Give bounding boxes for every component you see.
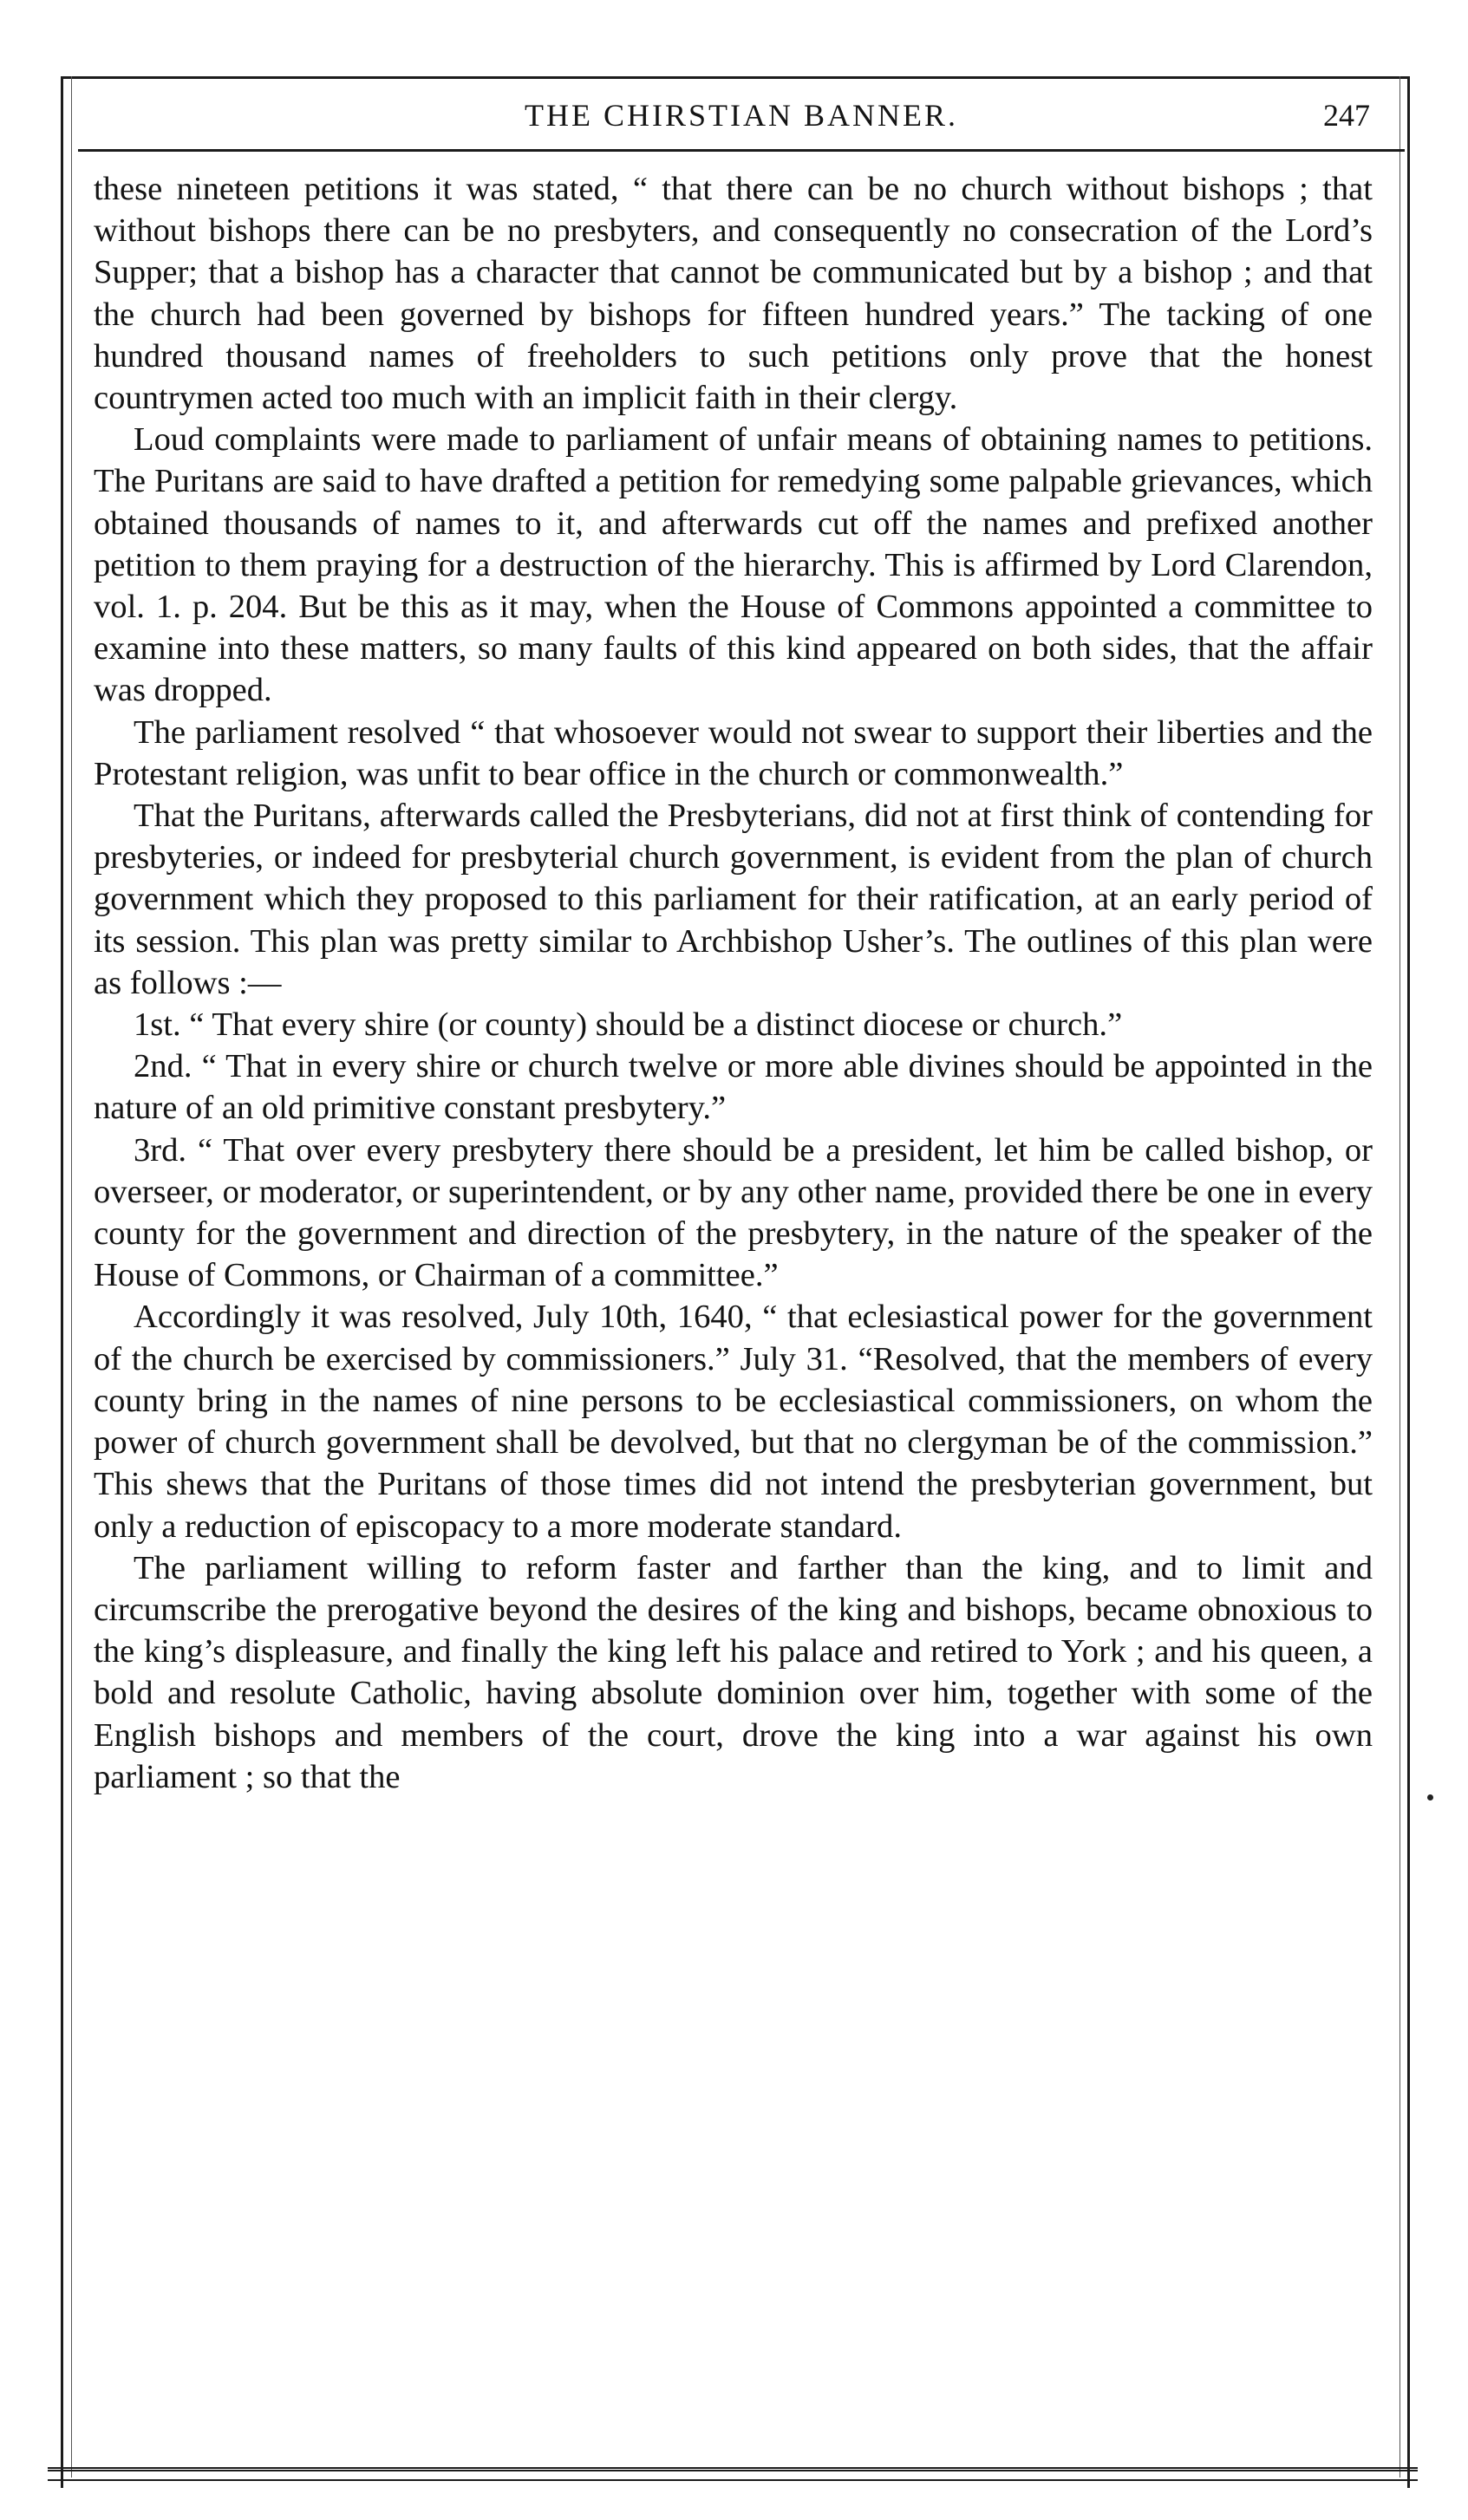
frame-inner-rule-left — [71, 76, 72, 2478]
page-number: 247 — [1323, 98, 1370, 133]
frame-bottom-rule-outer — [48, 2479, 1418, 2481]
paragraph: Loud complaints were made to parliament of unfair means of obtaining names to petitions. The Puritans are said to have drafted a petition for remedying some palpable grievances, which obtained thousands of names to it, and afterwards cut off the names and prefixed another petition to them praying for a destruction of the hierarchy. This is affirmed by Lord Clarendon, vol. 1. p. 204. But be this as it may, when the House of Commons appointed a committee to examine into these matters, so many faults of this kind appeared on both sides, that the affair was dropped. — [94, 421, 1373, 709]
running-head — [78, 94, 1405, 146]
paragraph: The parliament willing to reform faster and farther than the king, and to limit and circumscribe the prerogative beyond the desires of the king and bishops, became obnoxious to the king’s displeasure, and finally the king left his palace and retired to York ; and his queen, a bold and resolute Catholic, having absolute dominion over him, together with some of the English bishops and members of the court, drove the king into a war against his own parliament ; so that the — [94, 1549, 1373, 1795]
paragraph: 3rd. “ That over every presbytery there should be a president, let him be called bishop, or overseer, or moderator, or superintendent, or by any other name, provided there be one in every county for the government and direction of the presbytery, in the nature of the speaker of the House of Commons, or Chairman of a committee.” — [94, 1131, 1373, 1294]
running-title: THE CHIRSTIAN BANNER. — [525, 98, 958, 133]
header-rule — [78, 149, 1405, 152]
paragraph: 2nd. “ That in every shire or church twelve or more able divines should be appointed in the nature of an old primitive constant presbytery.” — [94, 1048, 1373, 1127]
paragraph: That the Puritans, afterwards called the Presbyterians, did not at first think of contending for presbyteries, or indeed for presbyterial church government, is evident from the plan of church government which they proposed to this parliament for their ratification, at an early period of its session. This plan was pretty similar to Archbishop Usher’s. The outlines of this plan were as follows :— — [94, 798, 1373, 1001]
paragraph: 1st. “ That every shire (or county) should be a distinct diocese or church.” — [134, 1006, 1123, 1044]
paragraph: these nineteen petitions it was stated, “ that there can be no church without bishops ; that without bishops there can be no presbyters, and consequently no consecration of the Lord’s Supper; that a bishop has a character that cannot be communicated but by a bishop ; and that the church had been governed by bishops for fifteen hundred years.” The tacking of one hundred thousand names of freeholders to such petitions only prove that the honest countrymen acted too much with an implicit faith in their clergy. — [94, 171, 1373, 417]
paragraph: The parliament resolved “ that whosoever would not swear to support their liberties and the Protestant religion, was unfit to bear office in the church or commonwealth.” — [94, 713, 1373, 792]
frame-inner-rule-right — [1399, 76, 1400, 2478]
ink-speck — [1427, 1794, 1433, 1800]
paragraph: Accordingly it was resolved, July 10th, 1640, “ that eclesiastical power for the government of the church be exercised by commissioners.” July 31. “Resolved, that the members of every county bring in the names of nine persons to be ecclesiastical commissioners, on whom the power of church government shall be devolved, but that no clergyman be of the commission.” This shews that the Puritans of those times did not intend the presbyterian government, but only a reduction of episcopacy to a more moderate standard. — [94, 1299, 1373, 1545]
frame-bottom-rule — [48, 2467, 1418, 2471]
body-text — [94, 168, 1373, 1798]
